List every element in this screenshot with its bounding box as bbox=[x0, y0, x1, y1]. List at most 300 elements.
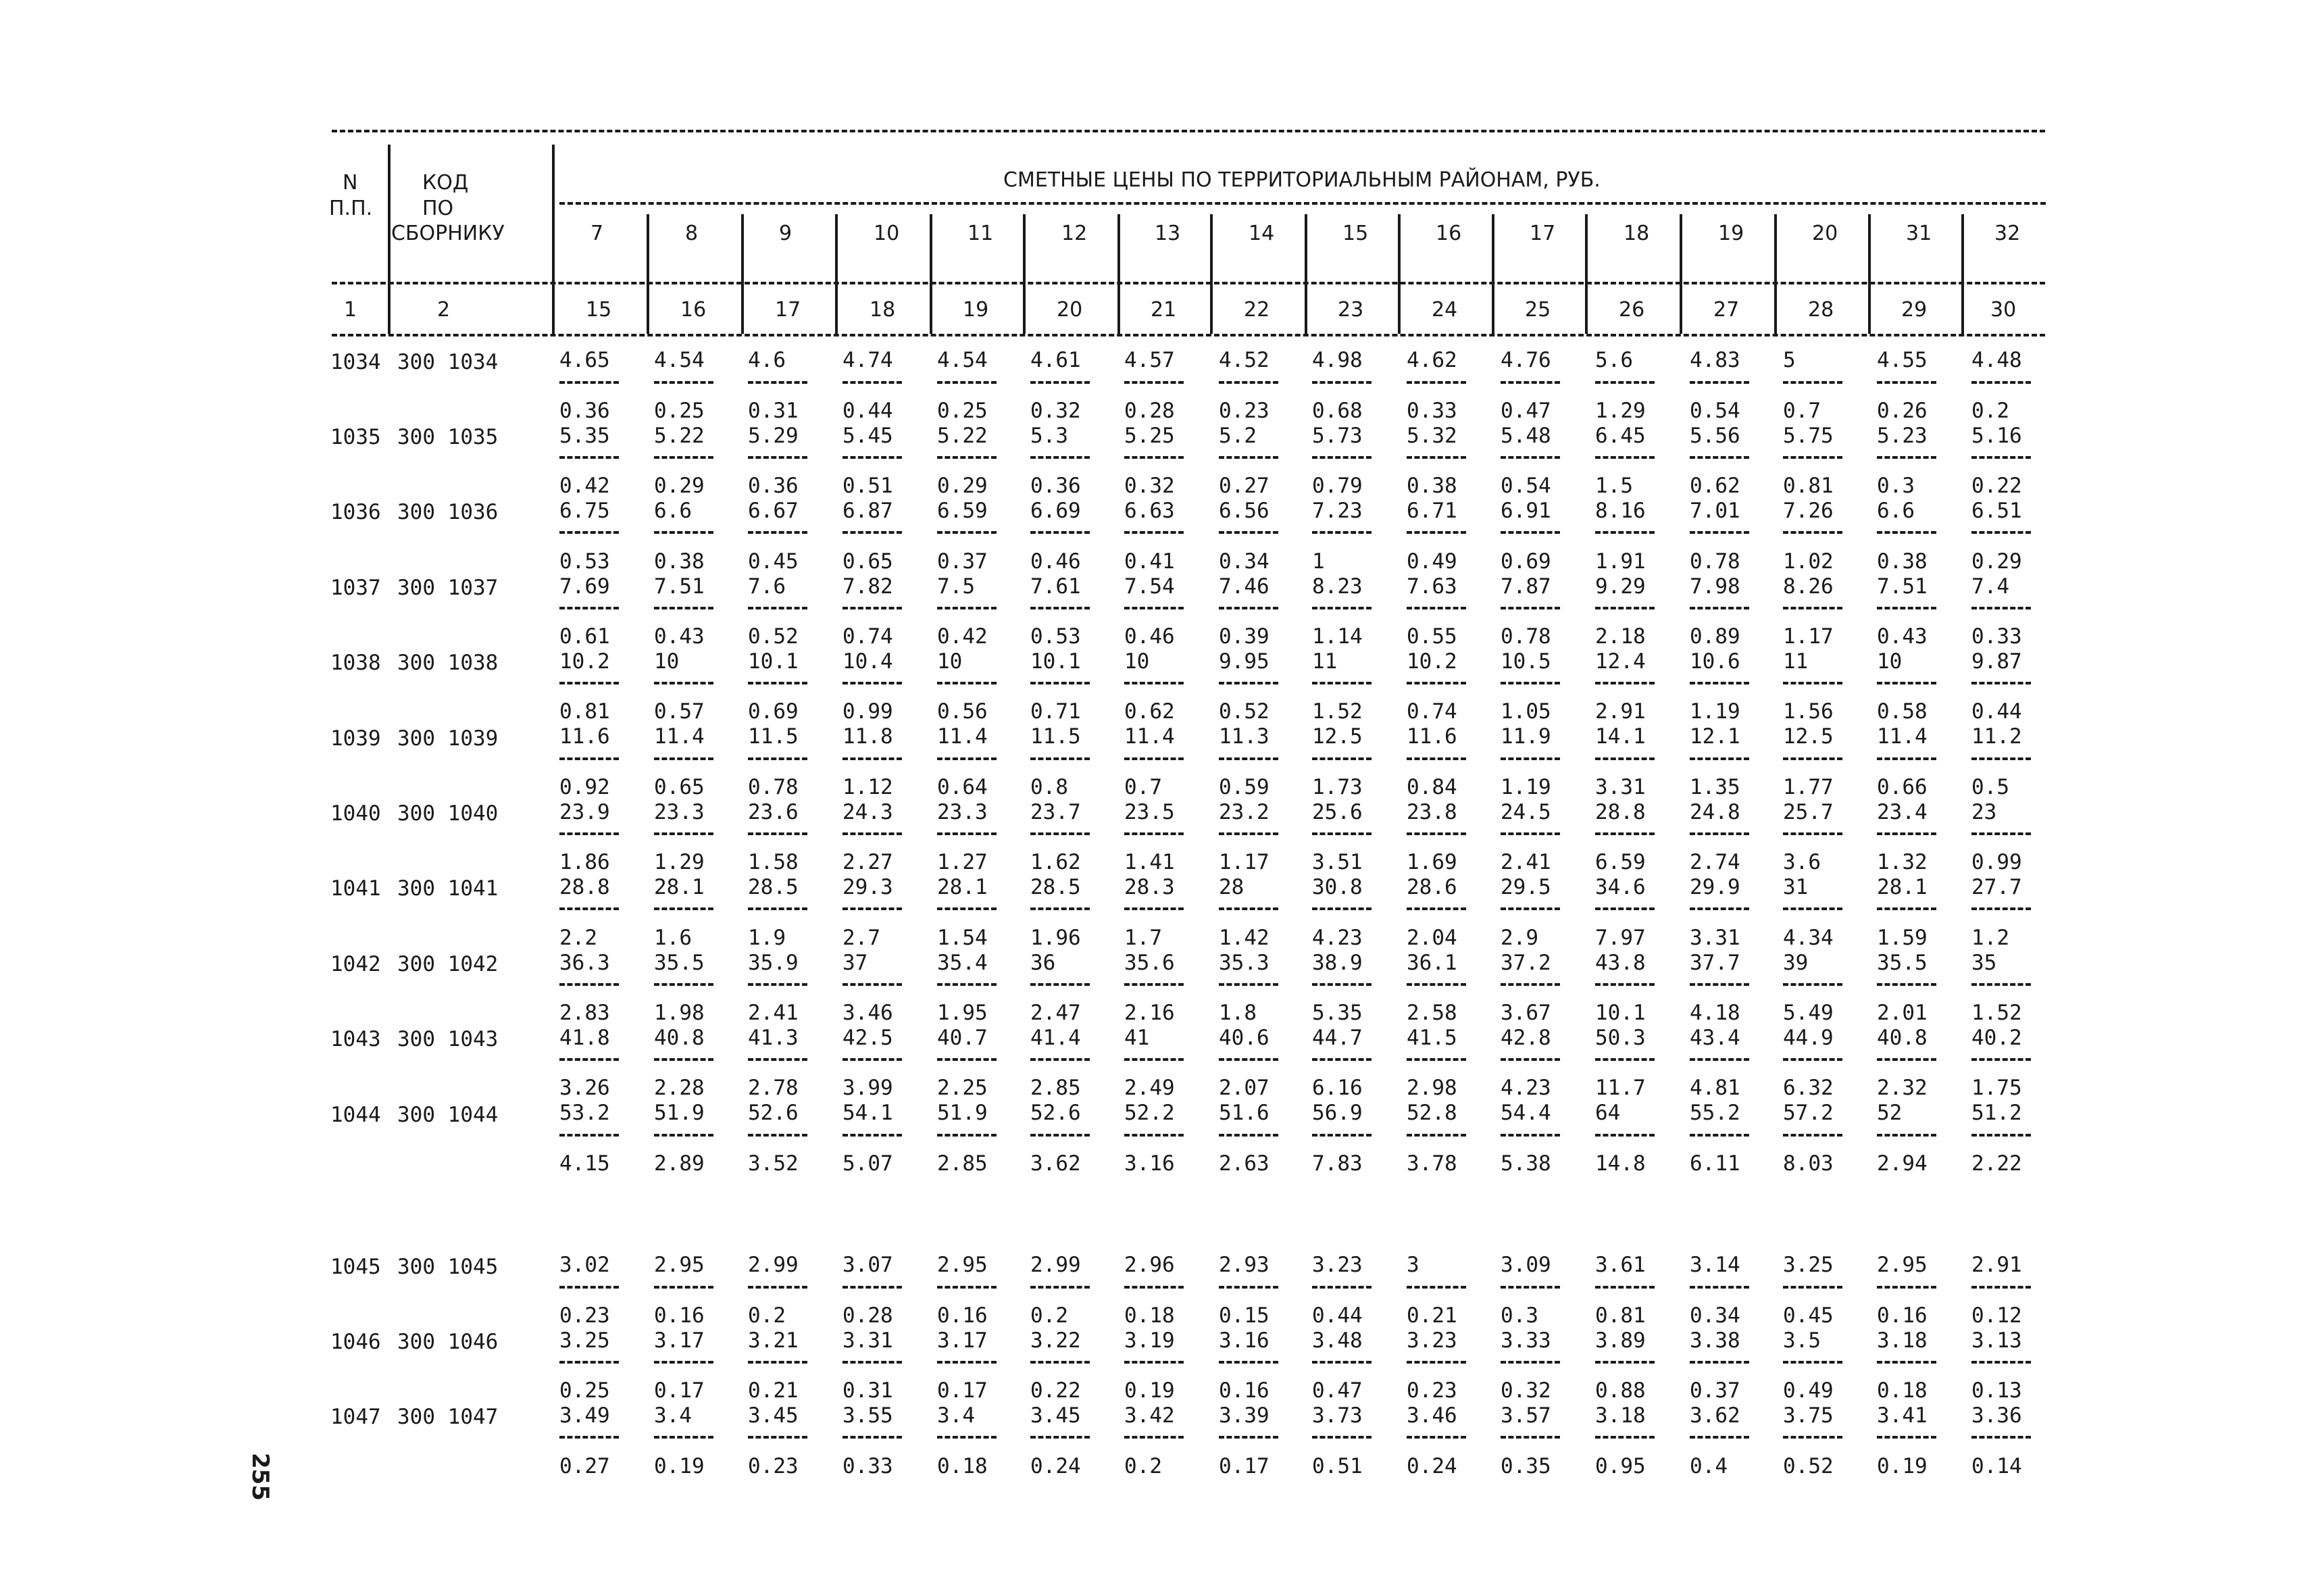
fraction-dash bbox=[654, 1058, 713, 1061]
header-bar-col-11 bbox=[1585, 214, 1588, 334]
price-value: 41.4 bbox=[1030, 1026, 1081, 1050]
price-value: 29.3 bbox=[842, 875, 893, 899]
sub-value: 0.25 bbox=[654, 399, 705, 423]
price-value: 29.9 bbox=[1690, 875, 1740, 899]
sub-value: 1.86 bbox=[559, 850, 610, 874]
sub-value: 0.53 bbox=[1030, 624, 1081, 649]
price-value: 38.9 bbox=[1312, 951, 1363, 975]
sub-value: 1.7 bbox=[1124, 926, 1162, 950]
price-value: 35.3 bbox=[1219, 951, 1269, 975]
fraction-dash bbox=[1501, 381, 1560, 384]
fraction-dash bbox=[748, 381, 807, 384]
price-value: 3 bbox=[1407, 1253, 1419, 1277]
fraction-dash bbox=[1124, 607, 1184, 609]
sub-value: 2.49 bbox=[1124, 1076, 1175, 1100]
price-value: 3.31 bbox=[842, 1328, 893, 1353]
sub-value: 3.62 bbox=[1030, 1151, 1081, 1176]
sub-value: 0.32 bbox=[1030, 399, 1081, 423]
fraction-dash bbox=[937, 1286, 997, 1289]
sub-value: 6.32 bbox=[1783, 1076, 1834, 1100]
price-value: 5.75 bbox=[1783, 424, 1834, 448]
price-value: 4.57 bbox=[1124, 348, 1175, 372]
fraction-dash bbox=[1595, 757, 1655, 760]
price-value: 3.62 bbox=[1690, 1403, 1740, 1428]
price-value: 23.3 bbox=[937, 800, 988, 824]
sub-value: 2.01 bbox=[1877, 1001, 1928, 1025]
sub-value: 0.3 bbox=[1501, 1303, 1538, 1328]
sub-value: 0.2 bbox=[748, 1303, 786, 1328]
row-number: 1036 bbox=[330, 500, 381, 524]
sub-value: 0.12 bbox=[1971, 1303, 2022, 1328]
fraction-dash bbox=[559, 682, 619, 684]
sub-value: 0.23 bbox=[1219, 399, 1269, 423]
price-value: 31 bbox=[1783, 875, 1809, 899]
sub-value: 0.53 bbox=[559, 549, 610, 574]
sub-value: 1.02 bbox=[1783, 549, 1834, 574]
sub-value: 0.7 bbox=[1124, 775, 1162, 799]
row-number: 1040 bbox=[330, 801, 381, 826]
fraction-dash bbox=[654, 607, 713, 609]
sub-value: 2.2 bbox=[559, 926, 597, 950]
sub-value: 0.18 bbox=[937, 1454, 988, 1478]
price-value: 7.63 bbox=[1407, 574, 1457, 599]
sub-value: 0.31 bbox=[748, 399, 799, 423]
price-value: 28.3 bbox=[1124, 875, 1175, 899]
fraction-dash bbox=[1595, 1361, 1655, 1364]
sub-value: 0.92 bbox=[559, 775, 610, 799]
fraction-dash bbox=[1312, 1361, 1372, 1364]
fraction-dash bbox=[1312, 682, 1372, 684]
price-value: 5.35 bbox=[559, 424, 610, 448]
sub-value: 0.55 bbox=[1407, 624, 1457, 649]
price-value: 3.45 bbox=[748, 1403, 799, 1428]
price-value: 3.61 bbox=[1595, 1253, 1646, 1277]
fraction-dash bbox=[1690, 1134, 1749, 1137]
price-value: 7.87 bbox=[1501, 574, 1551, 599]
sub-value: 0.54 bbox=[1690, 399, 1740, 423]
price-value: 6.75 bbox=[559, 499, 610, 523]
column-number-30: 30 bbox=[1990, 298, 2017, 322]
price-value: 5.3 bbox=[1030, 424, 1068, 448]
fraction-dash bbox=[1030, 757, 1090, 760]
price-value: 5.73 bbox=[1312, 424, 1363, 448]
sub-value: 1.42 bbox=[1219, 926, 1269, 950]
sub-value: 0.29 bbox=[654, 474, 705, 498]
price-value: 11.9 bbox=[1501, 724, 1551, 749]
price-value: 51.9 bbox=[937, 1101, 988, 1125]
district-header-15: 15 bbox=[1342, 222, 1369, 245]
sub-value: 2.41 bbox=[748, 1001, 799, 1025]
price-value: 7.01 bbox=[1690, 499, 1740, 523]
price-value: 52.2 bbox=[1124, 1101, 1175, 1125]
sub-value: 7.97 bbox=[1595, 926, 1646, 950]
fraction-dash bbox=[654, 531, 713, 534]
price-value: 6.6 bbox=[1877, 499, 1915, 523]
sub-value: 2.85 bbox=[937, 1151, 988, 1176]
price-value: 7.98 bbox=[1690, 574, 1740, 599]
sub-value: 1.17 bbox=[1219, 850, 1269, 874]
fraction-dash bbox=[1219, 907, 1278, 910]
price-value: 9.87 bbox=[1971, 649, 2022, 674]
fraction-dash bbox=[1312, 1134, 1372, 1137]
row-number: 1041 bbox=[330, 876, 381, 901]
fraction-dash bbox=[559, 531, 619, 534]
price-value: 7.46 bbox=[1219, 574, 1269, 599]
sub-value: 1.96 bbox=[1030, 926, 1081, 950]
price-value: 23.2 bbox=[1219, 800, 1269, 824]
price-value: 55.2 bbox=[1690, 1101, 1740, 1125]
price-value: 52.8 bbox=[1407, 1101, 1457, 1125]
sub-value: 0.29 bbox=[1971, 549, 2022, 574]
fraction-dash bbox=[1124, 832, 1184, 835]
district-header-11: 11 bbox=[967, 222, 994, 245]
price-value: 41.5 bbox=[1407, 1026, 1457, 1050]
sub-value: 0.54 bbox=[1501, 474, 1551, 498]
fraction-dash bbox=[842, 1134, 902, 1137]
column-number-29: 29 bbox=[1901, 298, 1928, 322]
sub-value: 0.2 bbox=[1030, 1303, 1068, 1328]
price-value: 4.55 bbox=[1877, 348, 1928, 372]
fraction-dash bbox=[1783, 607, 1842, 609]
sub-value: 0.16 bbox=[654, 1303, 705, 1328]
fraction-dash bbox=[1877, 757, 1936, 760]
price-value: 5.56 bbox=[1690, 424, 1740, 448]
price-value: 11.3 bbox=[1219, 724, 1269, 749]
sub-value: 0.16 bbox=[1219, 1378, 1269, 1403]
price-value: 28.5 bbox=[1030, 875, 1081, 899]
fraction-dash bbox=[1971, 531, 2031, 534]
fraction-dash bbox=[1124, 456, 1184, 459]
price-value: 6.59 bbox=[937, 499, 988, 523]
sub-value: 0.42 bbox=[559, 474, 610, 498]
price-value: 3.23 bbox=[1312, 1253, 1363, 1277]
header-bar-col-6 bbox=[1117, 214, 1120, 334]
fraction-dash bbox=[1501, 456, 1560, 459]
row-number: 1047 bbox=[330, 1405, 381, 1429]
sub-value: 0.61 bbox=[559, 624, 610, 649]
header-bar-col-15 bbox=[1961, 214, 1964, 334]
price-value: 3.42 bbox=[1124, 1403, 1175, 1428]
fraction-dash bbox=[1219, 757, 1278, 760]
fraction-dash bbox=[1501, 531, 1560, 534]
price-value: 42.5 bbox=[842, 1026, 893, 1050]
price-value: 3.25 bbox=[559, 1328, 610, 1353]
sub-value: 0.17 bbox=[937, 1378, 988, 1403]
price-value: 28.1 bbox=[1877, 875, 1928, 899]
sub-value: 2.22 bbox=[1971, 1151, 2022, 1176]
fraction-dash bbox=[1030, 682, 1090, 684]
fraction-dash bbox=[748, 907, 807, 910]
sub-value: 2.04 bbox=[1407, 926, 1457, 950]
price-value: 3.17 bbox=[654, 1328, 705, 1353]
fraction-dash bbox=[1030, 907, 1090, 910]
price-value: 51.2 bbox=[1971, 1101, 2022, 1125]
district-header-7: 7 bbox=[590, 222, 604, 245]
fraction-dash bbox=[842, 381, 902, 384]
price-value: 6.91 bbox=[1501, 499, 1551, 523]
price-value: 4.62 bbox=[1407, 348, 1457, 372]
header-bar-col-7 bbox=[1210, 214, 1213, 334]
sub-value: 0.27 bbox=[559, 1454, 610, 1478]
fraction-dash bbox=[842, 1058, 902, 1061]
fraction-dash bbox=[842, 907, 902, 910]
fraction-dash bbox=[1877, 832, 1936, 835]
fraction-dash bbox=[1030, 1361, 1090, 1364]
price-value: 9.95 bbox=[1219, 649, 1269, 674]
sub-value: 3.51 bbox=[1312, 850, 1363, 874]
price-value: 11.5 bbox=[748, 724, 799, 749]
fraction-dash bbox=[1407, 456, 1466, 459]
price-value: 3.4 bbox=[654, 1403, 692, 1428]
sub-value: 0.65 bbox=[842, 549, 893, 574]
sub-value: 0.37 bbox=[937, 549, 988, 574]
sub-value: 0.33 bbox=[842, 1454, 893, 1478]
sub-value: 0.45 bbox=[1783, 1303, 1834, 1328]
price-value: 35.5 bbox=[1877, 951, 1928, 975]
price-value: 3.39 bbox=[1219, 1403, 1269, 1428]
fraction-dash bbox=[1312, 832, 1372, 835]
price-value: 2.91 bbox=[1971, 1253, 2022, 1277]
fraction-dash bbox=[1501, 1361, 1560, 1364]
header-mid-rule bbox=[332, 282, 2045, 284]
price-value: 39 bbox=[1783, 951, 1809, 975]
price-value: 8.16 bbox=[1595, 499, 1646, 523]
sub-value: 1.52 bbox=[1971, 1001, 2022, 1025]
fraction-dash bbox=[559, 832, 619, 835]
fraction-dash bbox=[1877, 1436, 1936, 1439]
sub-value: 0.22 bbox=[1030, 1378, 1081, 1403]
fraction-dash bbox=[1971, 456, 2031, 459]
fraction-dash bbox=[748, 531, 807, 534]
sub-value: 0.28 bbox=[842, 1303, 893, 1328]
price-value: 5.29 bbox=[748, 424, 799, 448]
fraction-dash bbox=[1407, 1134, 1466, 1137]
sub-value: 1.12 bbox=[842, 775, 893, 799]
fraction-dash bbox=[937, 607, 997, 609]
price-value: 42.8 bbox=[1501, 1026, 1551, 1050]
fraction-dash bbox=[1030, 1436, 1090, 1439]
row-code: 300 1041 bbox=[397, 876, 499, 901]
fraction-dash bbox=[1407, 1436, 1466, 1439]
price-value: 10 bbox=[1877, 649, 1903, 674]
fraction-dash bbox=[1407, 1058, 1466, 1061]
fraction-dash bbox=[1690, 607, 1749, 609]
sub-value: 1.29 bbox=[654, 850, 705, 874]
fraction-dash bbox=[1312, 607, 1372, 609]
sub-value: 2.18 bbox=[1595, 624, 1646, 649]
fraction-dash bbox=[1030, 1058, 1090, 1061]
fraction-dash bbox=[1312, 1436, 1372, 1439]
price-value: 11 bbox=[1312, 649, 1338, 674]
sub-value: 0.81 bbox=[559, 699, 610, 724]
sub-value: 1.62 bbox=[1030, 850, 1081, 874]
fraction-dash bbox=[654, 1436, 713, 1439]
fraction-dash bbox=[1971, 607, 2031, 609]
price-value: 41.8 bbox=[559, 1026, 610, 1050]
sub-value: 0.52 bbox=[1783, 1454, 1834, 1478]
price-value: 34.6 bbox=[1595, 875, 1646, 899]
sub-value: 1.05 bbox=[1501, 699, 1551, 724]
price-value: 5.48 bbox=[1501, 424, 1551, 448]
price-value: 10.1 bbox=[748, 649, 799, 674]
fraction-dash bbox=[1783, 1134, 1842, 1137]
sub-value: 3.52 bbox=[748, 1151, 799, 1176]
sub-value: 0.27 bbox=[1219, 474, 1269, 498]
sub-value: 0.49 bbox=[1407, 549, 1457, 574]
price-value: 23.9 bbox=[559, 800, 610, 824]
fraction-dash bbox=[1595, 1058, 1655, 1061]
row-code: 300 1035 bbox=[397, 425, 499, 449]
price-value: 3.49 bbox=[559, 1403, 610, 1428]
price-value: 3.73 bbox=[1312, 1403, 1363, 1428]
fraction-dash bbox=[1783, 1286, 1842, 1289]
price-value: 10 bbox=[1124, 649, 1150, 674]
fraction-dash bbox=[1312, 983, 1372, 986]
fraction-dash bbox=[1877, 682, 1936, 684]
fraction-dash bbox=[1124, 907, 1184, 910]
fraction-dash bbox=[1877, 1058, 1936, 1061]
sub-value: 2.83 bbox=[559, 1001, 610, 1025]
fraction-dash bbox=[1030, 531, 1090, 534]
fraction-dash bbox=[1501, 1134, 1560, 1137]
sub-value: 1.69 bbox=[1407, 850, 1457, 874]
fraction-dash bbox=[1407, 832, 1466, 835]
price-value: 6.45 bbox=[1595, 424, 1646, 448]
header-bar-col-2 bbox=[741, 214, 744, 334]
fraction-dash bbox=[937, 381, 997, 384]
sub-value: 0.95 bbox=[1595, 1454, 1646, 1478]
sub-value: 0.29 bbox=[937, 474, 988, 498]
sub-value: 0.89 bbox=[1690, 624, 1740, 649]
fraction-dash bbox=[842, 1436, 902, 1439]
sub-value: 0.16 bbox=[937, 1303, 988, 1328]
sub-value: 0.18 bbox=[1124, 1303, 1175, 1328]
fraction-dash bbox=[1501, 1058, 1560, 1061]
fraction-dash bbox=[748, 757, 807, 760]
fraction-dash bbox=[1971, 907, 2031, 910]
fraction-dash bbox=[1124, 682, 1184, 684]
column-number-2: 2 bbox=[437, 298, 451, 322]
price-value: 30.8 bbox=[1312, 875, 1363, 899]
sub-value: 0.79 bbox=[1312, 474, 1363, 498]
fraction-dash bbox=[937, 531, 997, 534]
fraction-dash bbox=[1501, 832, 1560, 835]
district-header-12: 12 bbox=[1061, 222, 1088, 245]
sub-value: 0.44 bbox=[1971, 699, 2022, 724]
price-value: 54.1 bbox=[842, 1101, 893, 1125]
price-value: 40.7 bbox=[937, 1026, 988, 1050]
column-number-23: 23 bbox=[1338, 298, 1364, 322]
header-bottom-rule bbox=[332, 334, 2045, 336]
price-value: 6.63 bbox=[1124, 499, 1175, 523]
sub-value: 4.15 bbox=[559, 1151, 610, 1176]
fraction-dash bbox=[654, 1134, 713, 1137]
fraction-dash bbox=[559, 381, 619, 384]
price-value: 3.18 bbox=[1595, 1403, 1646, 1428]
fraction-dash bbox=[748, 1361, 807, 1364]
sub-value: 0.37 bbox=[1690, 1378, 1740, 1403]
sub-value: 5.49 bbox=[1783, 1001, 1834, 1025]
price-value: 5.32 bbox=[1407, 424, 1457, 448]
fraction-dash bbox=[1219, 607, 1278, 609]
fraction-dash bbox=[1219, 682, 1278, 684]
price-value: 11.6 bbox=[559, 724, 610, 749]
price-value: 3.45 bbox=[1030, 1403, 1081, 1428]
fraction-dash bbox=[1971, 381, 2031, 384]
fraction-dash bbox=[559, 757, 619, 760]
price-value: 3.17 bbox=[937, 1328, 988, 1353]
price-value: 6.51 bbox=[1971, 499, 2022, 523]
sub-value: 0.17 bbox=[654, 1378, 705, 1403]
sub-value: 2.47 bbox=[1030, 1001, 1081, 1025]
price-value: 3.16 bbox=[1219, 1328, 1269, 1353]
price-value: 36.3 bbox=[559, 951, 610, 975]
sub-value: 0.52 bbox=[748, 624, 799, 649]
row-code: 300 1034 bbox=[397, 350, 499, 374]
sub-value: 0.41 bbox=[1124, 549, 1175, 574]
fraction-dash bbox=[654, 1286, 713, 1289]
price-value: 3.02 bbox=[559, 1253, 610, 1277]
sub-value: 2.78 bbox=[748, 1076, 799, 1100]
fraction-dash bbox=[1690, 1436, 1749, 1439]
sub-value: 1.6 bbox=[654, 926, 692, 950]
price-value: 44.7 bbox=[1312, 1026, 1363, 1050]
price-value: 3.41 bbox=[1877, 1403, 1928, 1428]
sub-value: 1.19 bbox=[1690, 699, 1740, 724]
price-value: 10 bbox=[654, 649, 680, 674]
sub-value: 3.99 bbox=[842, 1076, 893, 1100]
price-value: 3.38 bbox=[1690, 1328, 1740, 1353]
fraction-dash bbox=[1877, 1286, 1936, 1289]
fraction-dash bbox=[1312, 456, 1372, 459]
sub-value: 2.16 bbox=[1124, 1001, 1175, 1025]
fraction-dash bbox=[1219, 1286, 1278, 1289]
header-bar-n bbox=[388, 145, 391, 334]
sub-value: 0.4 bbox=[1690, 1454, 1728, 1478]
price-value: 3.48 bbox=[1312, 1328, 1363, 1353]
price-value: 2.99 bbox=[1030, 1253, 1081, 1277]
fraction-dash bbox=[937, 456, 997, 459]
sub-value: 3.31 bbox=[1690, 926, 1740, 950]
row-code: 300 1037 bbox=[397, 576, 499, 600]
column-label-po: ПО bbox=[422, 197, 454, 220]
fraction-dash bbox=[1030, 381, 1090, 384]
price-value: 11.4 bbox=[937, 724, 988, 749]
row-number: 1043 bbox=[330, 1027, 381, 1051]
price-value: 29.5 bbox=[1501, 875, 1551, 899]
fraction-dash bbox=[1124, 1286, 1184, 1289]
fraction-dash bbox=[1690, 1361, 1749, 1364]
price-value: 24.5 bbox=[1501, 800, 1551, 824]
header-bar-col-8 bbox=[1305, 214, 1307, 334]
fraction-dash bbox=[1690, 983, 1749, 986]
price-value: 40.8 bbox=[654, 1026, 705, 1050]
sub-value: 1.95 bbox=[937, 1001, 988, 1025]
sub-value: 0.13 bbox=[1971, 1378, 2022, 1403]
header-bar-col-12 bbox=[1680, 214, 1682, 334]
price-value: 2.95 bbox=[1877, 1253, 1928, 1277]
sub-value: 0.36 bbox=[559, 399, 610, 423]
price-value: 2.96 bbox=[1124, 1253, 1175, 1277]
row-code: 300 1038 bbox=[397, 651, 499, 675]
price-value: 7.51 bbox=[1877, 574, 1928, 599]
district-header-19: 19 bbox=[1718, 222, 1744, 245]
sub-value: 0.81 bbox=[1595, 1303, 1646, 1328]
sub-value: 1.2 bbox=[1971, 926, 2009, 950]
fraction-dash bbox=[1971, 682, 2031, 684]
fraction-dash bbox=[1783, 1058, 1842, 1061]
fraction-dash bbox=[842, 682, 902, 684]
